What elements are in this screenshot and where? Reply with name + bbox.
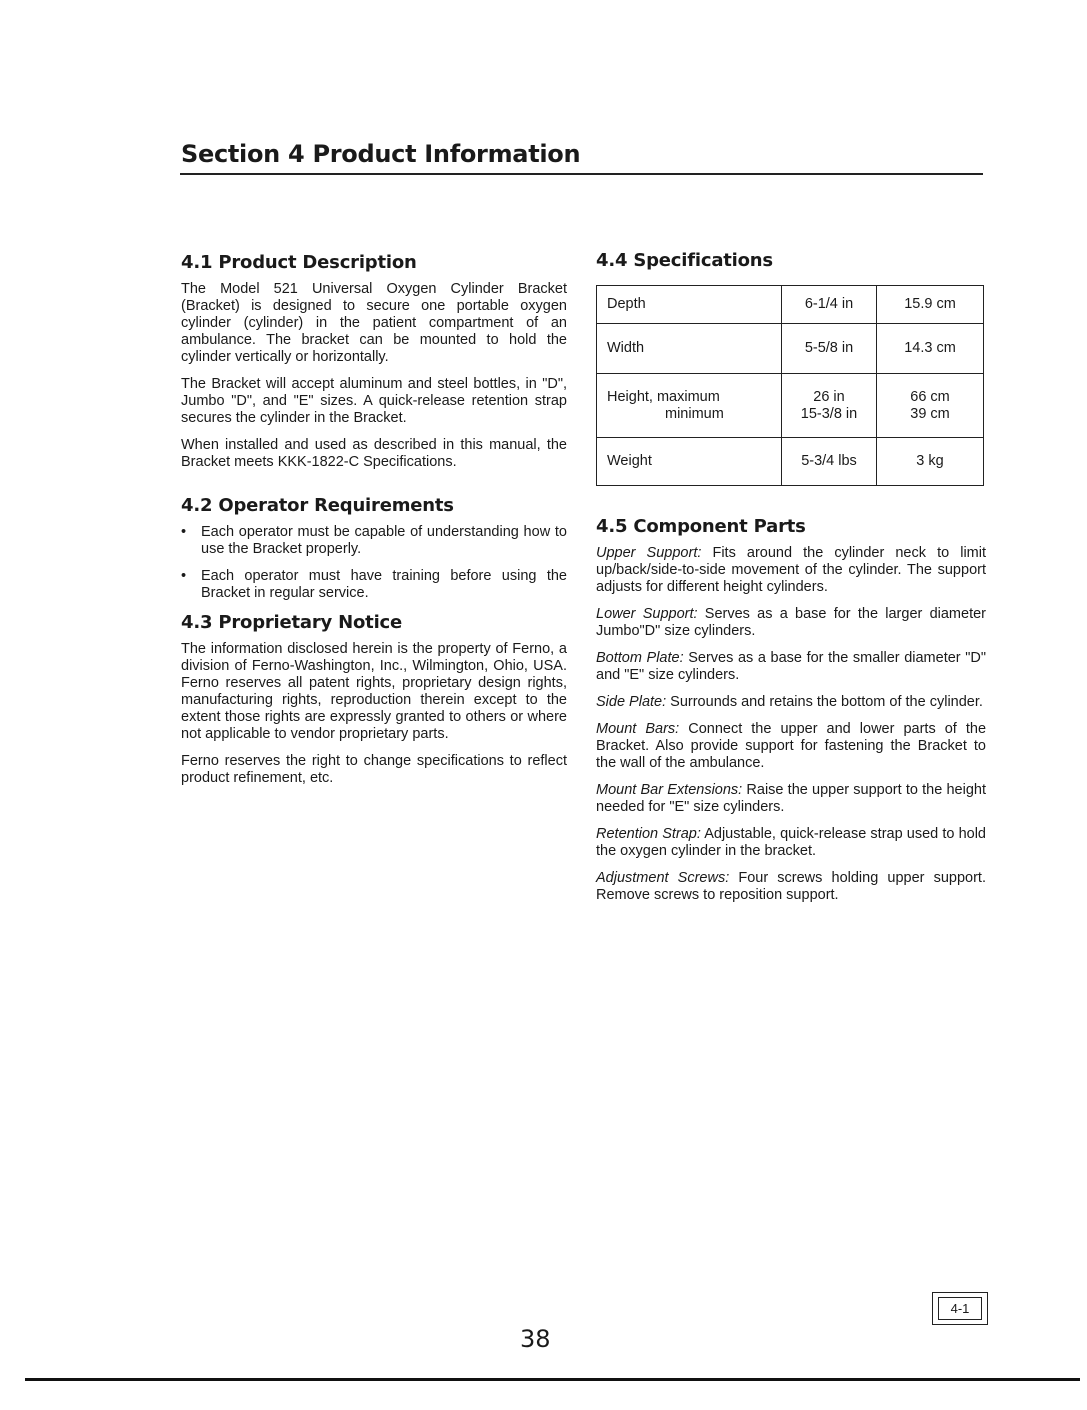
- section-page-box: [932, 1292, 988, 1325]
- component-part: Side Plate: Surrounds and retains the bottom of the cylinder.: [596, 694, 983, 710]
- component-part: Mount Bar Extensions: Raise the upper support to the height needed for "E" size cylinders.: [596, 782, 986, 815]
- specifications-table: [596, 285, 984, 486]
- table-row: [597, 324, 984, 374]
- spec-metric: 14.3 cm: [877, 324, 984, 374]
- table-row: [597, 374, 984, 438]
- bullet-marker: •: [181, 568, 187, 584]
- operator-requirements-list: [181, 524, 567, 602]
- spec-metric: 66 cm 39 cm: [877, 374, 984, 438]
- product-description-paragraph-1: The Model 521 Universal Oxygen Cylinder Bracket (Bracket) is designed to secure one portable oxygen cylinder (cylinder) in the patient compartment of an ambulance. The bracket can be mounted to hold the cylinder vertically or horizontally.: [181, 281, 567, 365]
- section-title-rule: [180, 173, 983, 175]
- spec-imperial: 26 in 15-3/8 in: [782, 374, 877, 438]
- specifications-heading: 4.4 Specifications: [596, 250, 773, 271]
- component-part: Adjustment Screws: Four screws holding upper support. Remove screws to reposition support.: [596, 870, 986, 903]
- table-row: [597, 438, 984, 486]
- component-part: Bottom Plate: Serves as a base for the smaller diameter "D" and "E" size cylinders.: [596, 650, 986, 683]
- proprietary-notice-heading: 4.3 Proprietary Notice: [181, 612, 403, 633]
- product-description-heading: 4.1 Product Description: [181, 252, 417, 273]
- spec-label: Weight: [597, 438, 782, 486]
- section-page-label: 4-1: [950, 1301, 970, 1316]
- page-number: 38: [520, 1325, 551, 1353]
- left-column: [181, 252, 567, 797]
- spec-imperial: 5-3/4 lbs: [782, 438, 877, 486]
- proprietary-notice-paragraph-1: The information disclosed herein is the property of Ferno, a division of Ferno-Washington, Inc., Wilmington, Ohio, USA. Ferno reserves all patent rights, proprietary design rights, manufacturing rights, reproduction therein except to the extent those rights are expressly granted to others or where not applicable to vendor proprietary parts.: [181, 641, 567, 742]
- list-item: • Each operator must be capable of understanding how to use the Bracket properly.: [181, 524, 567, 557]
- component-part: Retention Strap: Adjustable, quick-release strap used to hold the oxygen cylinder in the bracket.: [596, 826, 986, 859]
- spec-imperial: 6-1/4 in: [782, 286, 877, 324]
- list-item: • Each operator must have training before using the Bracket in regular service.: [181, 568, 567, 601]
- spec-imperial: 5-5/8 in: [782, 324, 877, 374]
- table-row: [597, 286, 984, 324]
- component-part: Mount Bars: Connect the upper and lower parts of the Bracket. Also provide support for fastening the Bracket to the wall of the ambulance.: [596, 721, 987, 771]
- component-part: Lower Support: Serves as a base for the larger diameter Jumbo"D" size cylinders.: [596, 606, 986, 639]
- spec-metric: 3 kg: [877, 438, 984, 486]
- spec-metric: 15.9 cm: [877, 286, 984, 324]
- proprietary-notice-paragraph-2: Ferno reserves the right to change specifications to reflect product refinement, etc.: [181, 753, 567, 786]
- product-description-paragraph-3: When installed and used as described in this manual, the Bracket meets KKK-1822-C Specifications.: [181, 437, 567, 470]
- bottom-rule: [25, 1378, 1080, 1381]
- bullet-marker: •: [181, 524, 187, 540]
- component-parts-heading: 4.5 Component Parts: [596, 516, 806, 537]
- section-title: Section 4 Product Information: [181, 140, 581, 168]
- component-parts-list: [596, 545, 986, 904]
- operator-requirements-heading: 4.2 Operator Requirements: [181, 495, 454, 516]
- component-part: Upper Support: Fits around the cylinder neck to limit up/back/side-to-side movement of the cylinder. The support adjusts for different height cylinders.: [596, 545, 986, 595]
- spec-label: Height, maximum minimum: [597, 374, 782, 438]
- right-column: [596, 250, 986, 914]
- spec-label: Depth: [597, 286, 782, 324]
- product-description-paragraph-2: The Bracket will accept aluminum and steel bottles, in "D", Jumbo "D", and "E" sizes. A quick-release retention strap secures the cylinder in the Bracket.: [181, 376, 567, 426]
- spec-label: Width: [597, 324, 782, 374]
